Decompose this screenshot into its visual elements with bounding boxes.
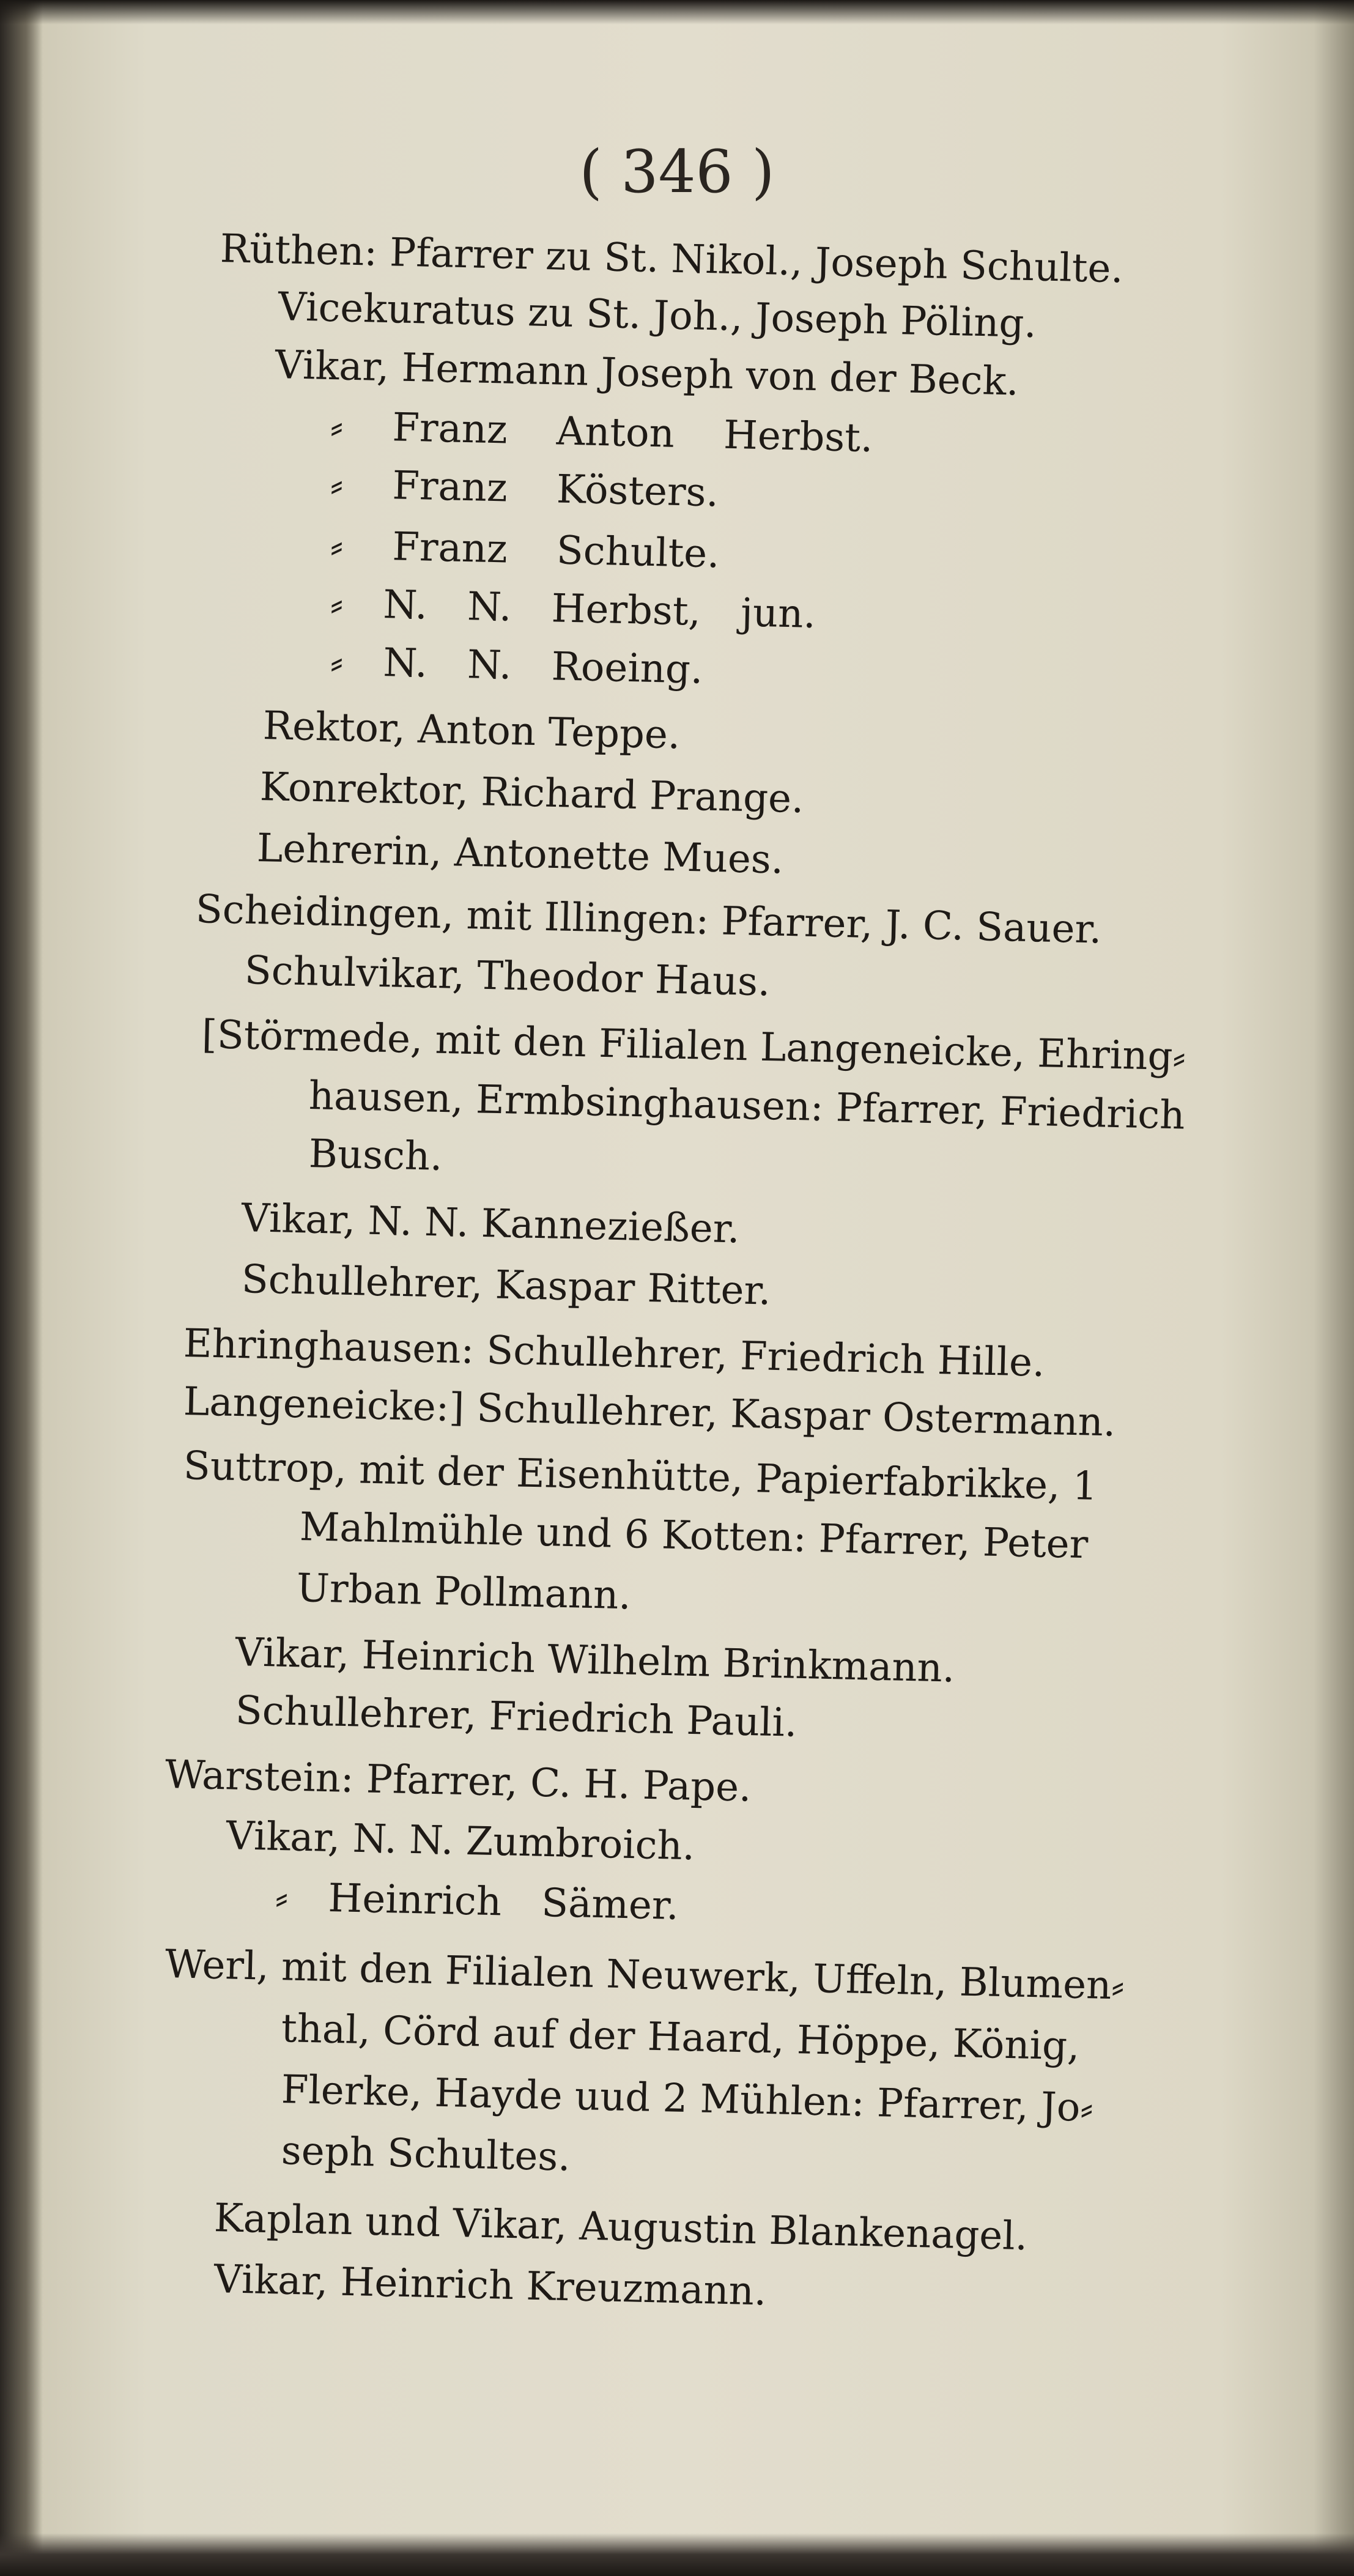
- text-line: Schullehrer, Kaspar Ritter.: [241, 1257, 772, 1314]
- text-line: Langeneicke:] Schullehrer, Kaspar Ostermann.: [183, 1379, 1116, 1446]
- text-line: Mahlmühle und 6 Kotten: Pfarrer, Peter: [299, 1505, 1089, 1568]
- text-line: seph Schultes.: [281, 2128, 571, 2180]
- text-line: hausen, Ermbsinghausen: Pfarrer, Friedrich: [308, 1073, 1186, 1139]
- text-line: ⸗ Franz Anton Herbst.: [330, 404, 874, 462]
- text-line: ⸗ N. N. Roeing.: [330, 639, 704, 693]
- text-line: Vikar, Hermann Joseph von der Beck.: [275, 342, 1019, 405]
- text-line: Vikar, N. N. Zumbroich.: [226, 1813, 695, 1870]
- text-line: Suttrop, mit der Eisenhütte, Papierfabrikke, 1: [183, 1443, 1098, 1509]
- text-line: Flerke, Hayde uud 2 Mühlen: Pfarrer, Jo⸗: [281, 2067, 1094, 2131]
- text-line: Vikar, N. N. Kannezießer.: [241, 1196, 741, 1253]
- text-line: [Störmede, mit den Filialen Langeneicke, Ehring⸗: [201, 1012, 1186, 1080]
- text-line: Schulvikar, Theodor Haus.: [244, 948, 771, 1005]
- text-line: Kaplan und Vikar, Augustin Blankenagel.: [213, 2196, 1028, 2260]
- page-number: ( 346 ): [579, 138, 775, 206]
- text-line: Konrektor, Richard Prange.: [259, 764, 805, 823]
- text-line: Warstein: Pfarrer, C. H. Pape.: [165, 1752, 752, 1811]
- text-line: Scheidingen, mit Illingen: Pfarrer, J. C. Sauer.: [195, 887, 1103, 953]
- text-line: ⸗ Franz Kösters.: [330, 462, 719, 516]
- text-line: Rüthen: Pfarrer zu St. Nikol., Joseph Schulte.: [220, 226, 1124, 292]
- binding-shadow: [0, 0, 43, 2576]
- text-line: Vicekuratus zu St. Joh., Joseph Pöling.: [278, 284, 1037, 347]
- top-edge: [0, 0, 1354, 24]
- text-line: ⸗ N. N. Herbst, jun.: [330, 581, 816, 638]
- text-line: Urban Pollmann.: [296, 1566, 632, 1619]
- text-line: Busch.: [308, 1131, 443, 1180]
- text-line: Rektor, Anton Teppe.: [262, 703, 681, 758]
- text-line: Vikar, Heinrich Kreuzmann.: [213, 2257, 768, 2315]
- text-line: Werl, mit den Filialen Neuwerk, Uffeln, Blumen⸗: [165, 1942, 1125, 2009]
- bottom-edge: [0, 2533, 1354, 2576]
- text-line: ⸗ Franz Schulte.: [330, 523, 720, 577]
- text-line: Schullehrer, Friedrich Pauli.: [235, 1688, 798, 1746]
- text-line: ⸗ Heinrich Sämer.: [275, 1875, 679, 1929]
- text-line: Lehrerin, Antonette Mues.: [256, 826, 784, 883]
- text-line: Vikar, Heinrich Wilhelm Brinkmann.: [235, 1630, 956, 1692]
- text-line: Ehringhausen: Schullehrer, Friedrich Hille.: [183, 1321, 1046, 1386]
- text-line: thal, Cörd auf der Haard, Höppe, König,: [281, 2006, 1081, 2070]
